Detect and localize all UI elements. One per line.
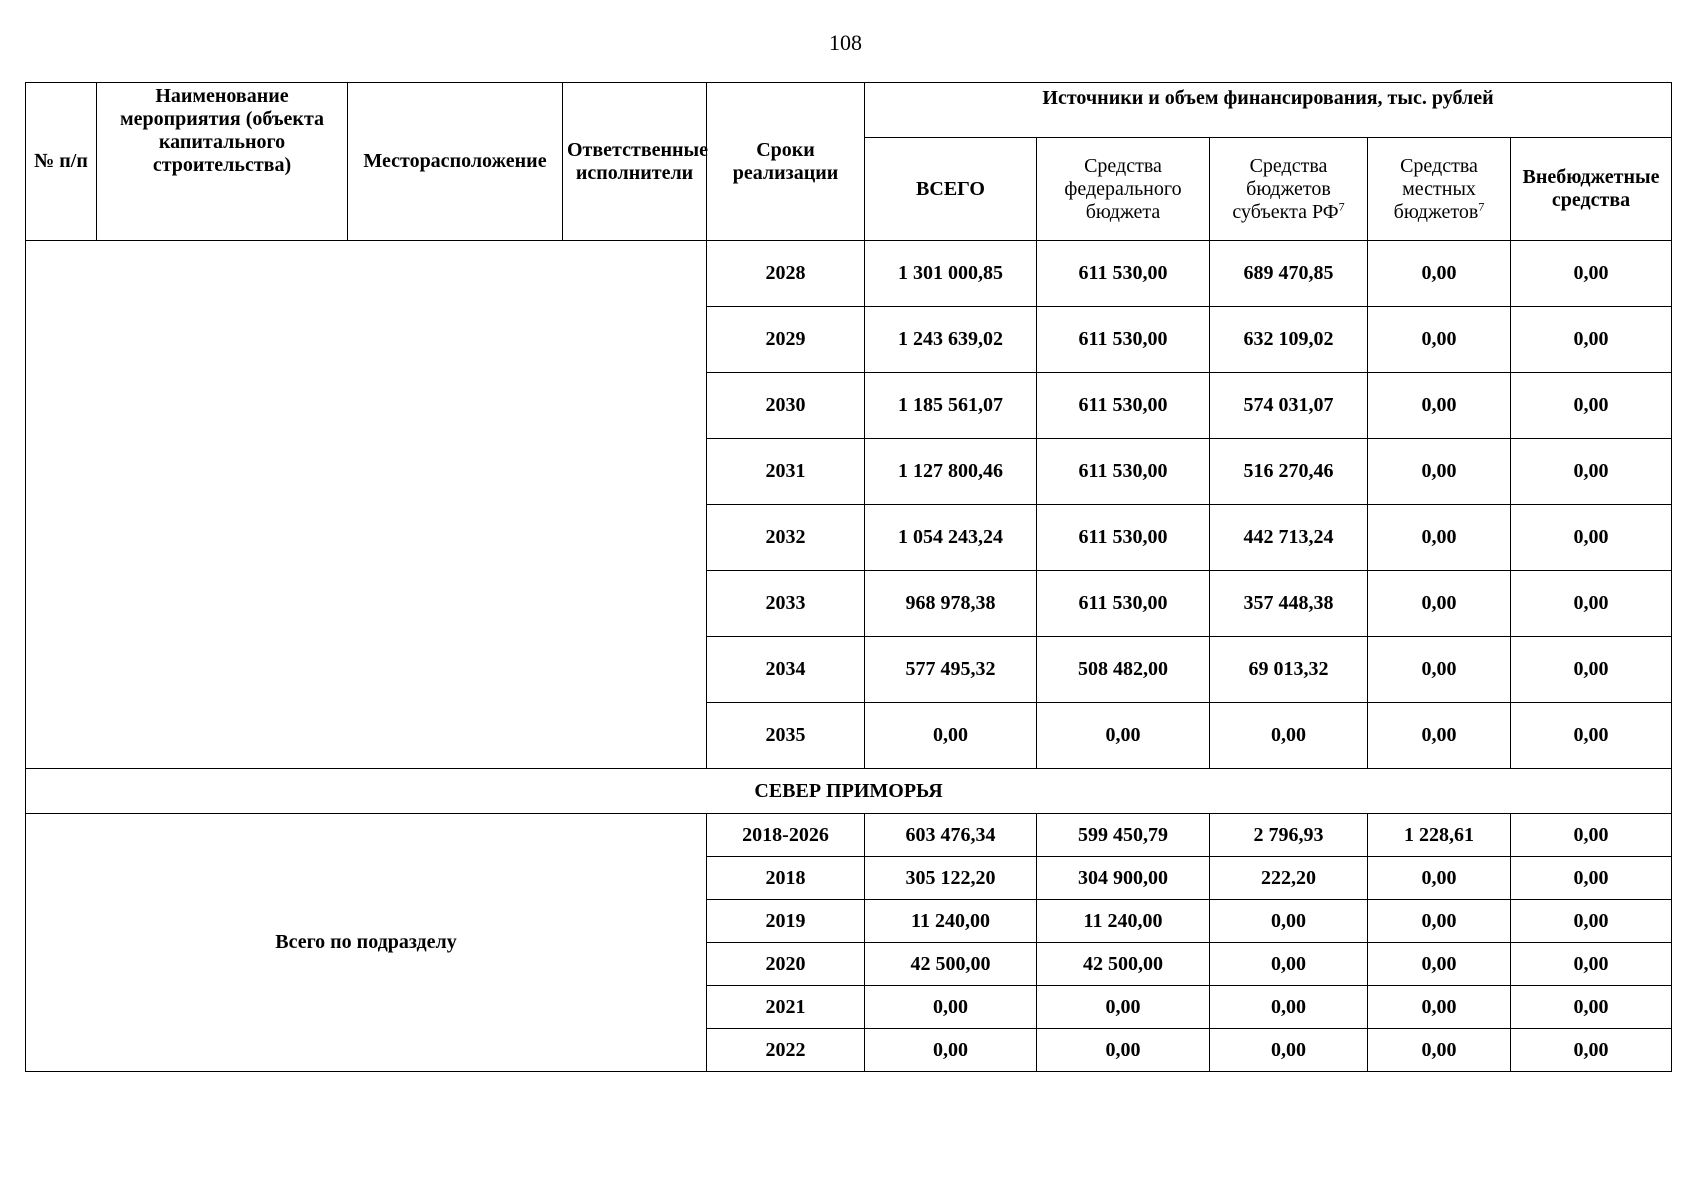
section-title: СЕВЕР ПРИМОРЬЯ bbox=[26, 769, 1672, 814]
year-cell: 2028 bbox=[707, 241, 865, 307]
federal-cell: 11 240,00 bbox=[1037, 900, 1210, 943]
extra-cell: 0,00 bbox=[1511, 373, 1672, 439]
total-cell: 577 495,32 bbox=[865, 637, 1037, 703]
regional-cell: 0,00 bbox=[1210, 943, 1368, 986]
federal-cell: 0,00 bbox=[1037, 1029, 1210, 1072]
header-regional: Средства бюджетов субъекта $РФ^7$ bbox=[1210, 138, 1368, 241]
header-total: ВСЕГО bbox=[865, 138, 1037, 241]
federal-cell: 611 530,00 bbox=[1037, 373, 1210, 439]
financing-table bbox=[25, 82, 1672, 1072]
extra-cell: 0,00 bbox=[1511, 505, 1672, 571]
total-cell: 42 500,00 bbox=[865, 943, 1037, 986]
regional-cell: 0,00 bbox=[1210, 986, 1368, 1029]
total-cell: 1 243 639,02 bbox=[865, 307, 1037, 373]
total-cell: 968 978,38 bbox=[865, 571, 1037, 637]
year-cell: 2032 bbox=[707, 505, 865, 571]
footnote-mark: 7 bbox=[1338, 198, 1345, 213]
local-cell: 0,00 bbox=[1368, 986, 1511, 1029]
federal-cell: 611 530,00 bbox=[1037, 307, 1210, 373]
extra-cell: 0,00 bbox=[1511, 637, 1672, 703]
total-cell: 0,00 bbox=[865, 986, 1037, 1029]
federal-cell: 42 500,00 bbox=[1037, 943, 1210, 986]
local-cell: 0,00 bbox=[1368, 571, 1511, 637]
regional-cell: 689 470,85 bbox=[1210, 241, 1368, 307]
subtotal-label: Всего по подразделу bbox=[26, 814, 707, 1072]
header-federal: Средства федерального бюджета bbox=[1037, 138, 1210, 241]
regional-cell: 632 109,02 bbox=[1210, 307, 1368, 373]
federal-cell: 304 900,00 bbox=[1037, 857, 1210, 900]
table-row bbox=[26, 241, 1672, 307]
extra-cell: 0,00 bbox=[1511, 1029, 1672, 1072]
year-cell: 2022 bbox=[707, 1029, 865, 1072]
extra-cell: 0,00 bbox=[1511, 703, 1672, 769]
extra-cell: 0,00 bbox=[1511, 307, 1672, 373]
total-cell: 1 127 800,46 bbox=[865, 439, 1037, 505]
total-cell: 0,00 bbox=[865, 703, 1037, 769]
extra-cell: 0,00 bbox=[1511, 241, 1672, 307]
local-cell: 1 228,61 bbox=[1368, 814, 1511, 857]
extra-cell: 0,00 bbox=[1511, 857, 1672, 900]
header-num: № п/п bbox=[26, 83, 97, 241]
table-header bbox=[26, 83, 1672, 241]
upper-rows bbox=[26, 241, 1672, 769]
federal-cell: 611 530,00 bbox=[1037, 505, 1210, 571]
header-local: Средства местных бюджетов$^7$ bbox=[1368, 138, 1511, 241]
footnote-mark: 7 bbox=[1478, 198, 1485, 213]
regional-cell: 357 448,38 bbox=[1210, 571, 1368, 637]
year-cell: 2020 bbox=[707, 943, 865, 986]
federal-cell: 611 530,00 bbox=[1037, 241, 1210, 307]
year-cell: 2021 bbox=[707, 986, 865, 1029]
header-location: Месторасположение bbox=[348, 83, 563, 241]
lower-rows bbox=[26, 814, 1672, 1072]
year-cell: 2019 bbox=[707, 900, 865, 943]
local-cell: 0,00 bbox=[1368, 439, 1511, 505]
local-cell: 0,00 bbox=[1368, 241, 1511, 307]
total-cell: 305 122,20 bbox=[865, 857, 1037, 900]
federal-cell: 0,00 bbox=[1037, 986, 1210, 1029]
year-cell: 2018 bbox=[707, 857, 865, 900]
section-block bbox=[26, 769, 1672, 814]
header-responsible: Ответственные исполнители bbox=[563, 83, 707, 241]
federal-cell: 611 530,00 bbox=[1037, 571, 1210, 637]
extra-cell: 0,00 bbox=[1511, 571, 1672, 637]
total-cell: 1 301 000,85 bbox=[865, 241, 1037, 307]
local-cell: 0,00 bbox=[1368, 307, 1511, 373]
federal-cell: 508 482,00 bbox=[1037, 637, 1210, 703]
section-row bbox=[26, 769, 1672, 814]
header-extra: Внебюджетные средства bbox=[1511, 138, 1672, 241]
total-cell: 1 185 561,07 bbox=[865, 373, 1037, 439]
extra-cell: 0,00 bbox=[1511, 439, 1672, 505]
total-cell: 0,00 bbox=[865, 1029, 1037, 1072]
header-terms: Сроки реализации bbox=[707, 83, 865, 241]
blank-merged-cell bbox=[26, 241, 707, 769]
regional-cell: 0,00 bbox=[1210, 900, 1368, 943]
year-cell: 2035 bbox=[707, 703, 865, 769]
extra-cell: 0,00 bbox=[1511, 943, 1672, 986]
header-name: Наименование мероприятия (объекта капитального строительства) bbox=[97, 83, 348, 241]
year-cell: 2018-2026 bbox=[707, 814, 865, 857]
regional-cell: 0,00 bbox=[1210, 1029, 1368, 1072]
year-cell: 2034 bbox=[707, 637, 865, 703]
extra-cell: 0,00 bbox=[1511, 900, 1672, 943]
regional-cell: 69 013,32 bbox=[1210, 637, 1368, 703]
regional-cell: 574 031,07 bbox=[1210, 373, 1368, 439]
total-cell: 603 476,34 bbox=[865, 814, 1037, 857]
extra-cell: 0,00 bbox=[1511, 814, 1672, 857]
local-cell: 0,00 bbox=[1368, 505, 1511, 571]
year-cell: 2029 bbox=[707, 307, 865, 373]
regional-cell: 2 796,93 bbox=[1210, 814, 1368, 857]
local-cell: 0,00 bbox=[1368, 943, 1511, 986]
federal-cell: 611 530,00 bbox=[1037, 439, 1210, 505]
extra-cell: 0,00 bbox=[1511, 986, 1672, 1029]
page-number: 108 bbox=[829, 30, 862, 55]
local-cell: 0,00 bbox=[1368, 703, 1511, 769]
table-row bbox=[26, 814, 1672, 857]
total-cell: 11 240,00 bbox=[865, 900, 1037, 943]
total-cell: 1 054 243,24 bbox=[865, 505, 1037, 571]
local-cell: 0,00 bbox=[1368, 900, 1511, 943]
regional-cell: 222,20 bbox=[1210, 857, 1368, 900]
regional-cell: 0,00 bbox=[1210, 703, 1368, 769]
local-cell: 0,00 bbox=[1368, 637, 1511, 703]
regional-cell: 442 713,24 bbox=[1210, 505, 1368, 571]
local-cell: 0,00 bbox=[1368, 373, 1511, 439]
year-cell: 2030 bbox=[707, 373, 865, 439]
local-cell: 0,00 bbox=[1368, 857, 1511, 900]
header-sources-title: Источники и объем финансирования, тыс. рублей bbox=[865, 83, 1672, 138]
federal-cell: 599 450,79 bbox=[1037, 814, 1210, 857]
regional-cell: 516 270,46 bbox=[1210, 439, 1368, 505]
federal-cell: 0,00 bbox=[1037, 703, 1210, 769]
year-cell: 2031 bbox=[707, 439, 865, 505]
year-cell: 2033 bbox=[707, 571, 865, 637]
local-cell: 0,00 bbox=[1368, 1029, 1511, 1072]
